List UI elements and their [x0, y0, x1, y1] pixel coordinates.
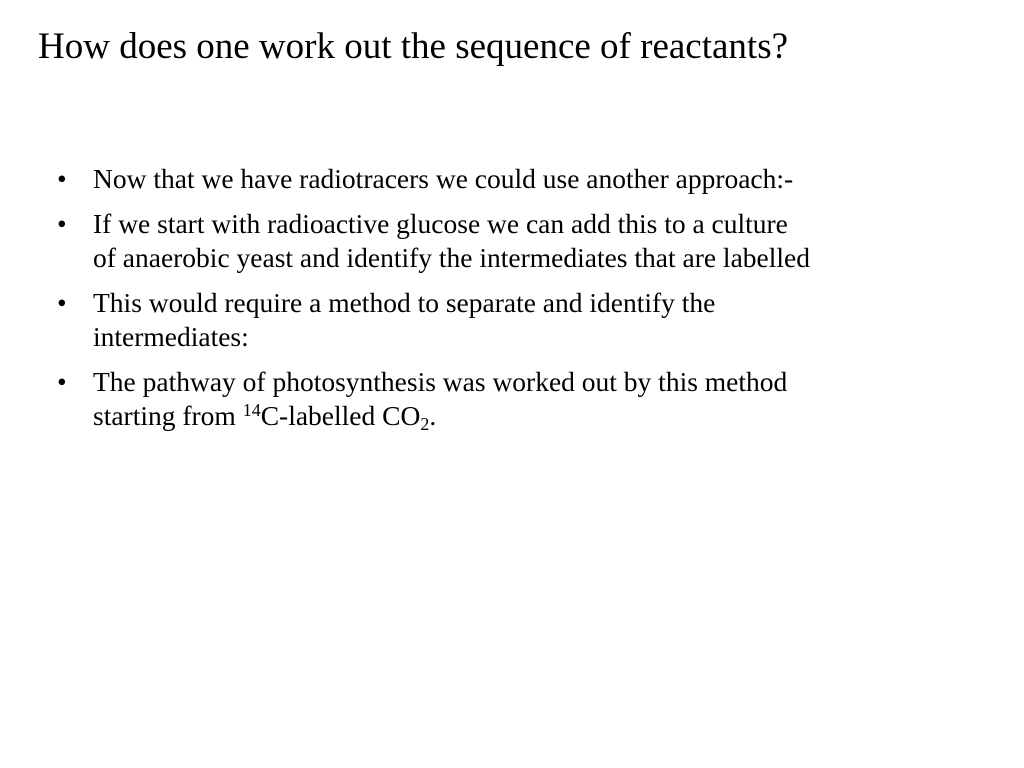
bullet-list	[0, 162, 1024, 444]
bullet-line: of anaerobic yeast and identify the intermediates that are labelled	[93, 242, 810, 273]
bullet-line: This would require a method to separate and identify the	[93, 287, 716, 318]
formula-subscript: 2	[420, 414, 430, 434]
bullet-marker: •	[57, 287, 67, 318]
bullet-marker: •	[57, 208, 67, 239]
bullet-line: If we start with radioactive glucose we can add this to a culture	[93, 208, 788, 239]
formula-mid: C-labelled CO	[260, 400, 421, 431]
bullet-marker: •	[57, 163, 67, 194]
bullet-item-3	[0, 286, 1013, 354]
bullet-marker: •	[57, 366, 67, 397]
bullet-line-formula	[93, 399, 1013, 433]
bullet-line: intermediates:	[93, 321, 249, 352]
bullet-item-2	[0, 207, 1013, 275]
isotope-mass-superscript: 14	[242, 400, 261, 420]
bullet-line: The pathway of photosynthesis was worked out by this method	[93, 366, 788, 397]
formula-suffix: .	[429, 400, 437, 431]
formula-prefix: starting from	[93, 400, 243, 431]
slide-title: How does one work out the sequence of reactants?	[38, 26, 789, 67]
bullet-item-4	[0, 365, 1013, 433]
bullet-item-1	[0, 162, 1013, 196]
bullet-line: Now that we have radiotracers we could use another approach:-	[93, 163, 794, 194]
